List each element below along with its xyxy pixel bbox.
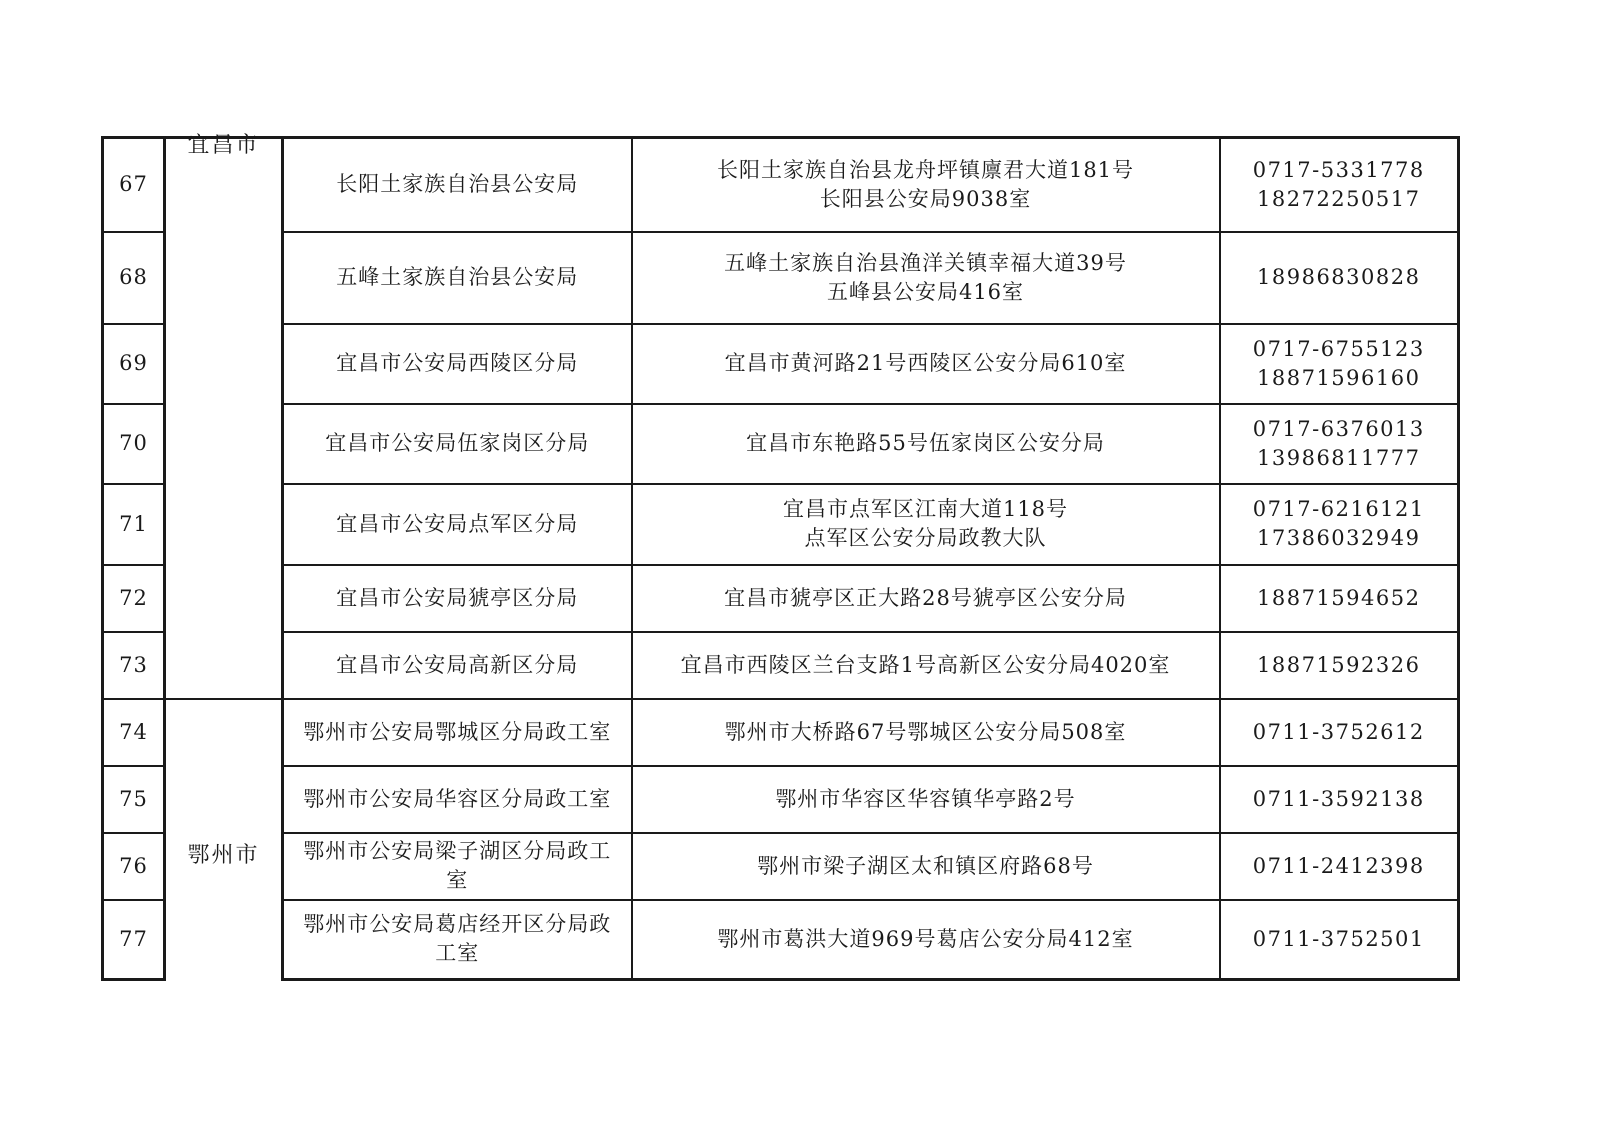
unit-name: 五峰土家族自治县公安局 bbox=[336, 265, 579, 289]
address-cell bbox=[632, 900, 1220, 980]
address-line: 宜昌市点军区江南大道118号 bbox=[782, 497, 1069, 521]
table-row bbox=[103, 900, 1459, 980]
address-line: 宜昌市黄河路21号西陵区公安分局610室 bbox=[724, 351, 1127, 375]
unit-name: 宜昌市公安局伍家岗区分局 bbox=[325, 431, 590, 455]
unit-cell bbox=[283, 565, 632, 632]
address-cell bbox=[632, 565, 1220, 632]
unit-cell bbox=[283, 699, 632, 766]
phone-cell bbox=[1220, 766, 1459, 833]
table-row bbox=[103, 766, 1459, 833]
table-row bbox=[103, 324, 1459, 404]
table-row bbox=[103, 632, 1459, 699]
address-line: 五峰县公安局416室 bbox=[826, 279, 1025, 304]
phone-number: 13986811777 bbox=[1257, 445, 1421, 470]
table-row bbox=[103, 232, 1459, 324]
address-line: 鄂州市葛洪大道969号葛店公安分局412室 bbox=[717, 926, 1134, 951]
phone-cell bbox=[1220, 632, 1459, 699]
phone-cell bbox=[1220, 833, 1459, 900]
address-cell bbox=[632, 324, 1220, 404]
phone-number: 0717-6216121 bbox=[1252, 497, 1425, 521]
unit-name: 宜昌市公安局点军区分局 bbox=[336, 511, 579, 536]
unit-name: 鄂州市公安局鄂城区分局政工室 bbox=[303, 719, 612, 744]
row-number-cell: 74 bbox=[103, 699, 165, 766]
address-cell bbox=[632, 138, 1220, 232]
phone-number: 0717-6376013 bbox=[1252, 416, 1425, 441]
unit-cell bbox=[283, 404, 632, 484]
phone-number: 17386032949 bbox=[1257, 526, 1421, 550]
address-line: 鄂州市华容区华容镇华亭路2号 bbox=[775, 786, 1076, 811]
phone-cell bbox=[1220, 138, 1459, 232]
address-line: 长阳土家族自治县龙舟坪镇廪君大道181号 bbox=[716, 157, 1135, 182]
contact-table bbox=[101, 133, 1460, 981]
city-cell-ezhou bbox=[165, 699, 283, 980]
phone-cell bbox=[1220, 404, 1459, 484]
row-number-cell: 75 bbox=[103, 766, 165, 833]
address-cell bbox=[632, 404, 1220, 484]
address-line: 鄂州市梁子湖区太和镇区府路68号 bbox=[757, 853, 1094, 878]
unit-cell bbox=[283, 324, 632, 404]
address-line: 宜昌市东艳路55号伍家岗区公安分局 bbox=[746, 431, 1105, 455]
city-name: 宜昌市 bbox=[187, 133, 260, 158]
address-line: 点军区公安分局政教大队 bbox=[804, 526, 1047, 550]
row-number-cell: 72 bbox=[103, 565, 165, 632]
unit-name: 鄂州市公安局葛店经开区分局政 bbox=[303, 912, 612, 937]
unit-name: 宜昌市公安局猇亭区分局 bbox=[336, 585, 579, 610]
address-cell bbox=[632, 833, 1220, 900]
unit-name: 宜昌市公安局高新区分局 bbox=[336, 652, 579, 677]
unit-cell bbox=[283, 833, 632, 900]
unit-name: 鄂州市公安局梁子湖区分局政工 bbox=[303, 839, 612, 863]
row-number-cell: 68 bbox=[103, 232, 165, 324]
table-row bbox=[103, 833, 1459, 900]
address-line: 宜昌市猇亭区正大路28号猇亭区公安分局 bbox=[724, 585, 1127, 610]
phone-number: 0711-3752501 bbox=[1252, 926, 1425, 951]
phone-cell bbox=[1220, 232, 1459, 324]
phone-number: 0717-6755123 bbox=[1252, 336, 1425, 361]
table-row bbox=[103, 565, 1459, 632]
unit-name: 宜昌市公安局西陵区分局 bbox=[336, 351, 579, 375]
phone-number: 18871592326 bbox=[1257, 652, 1421, 677]
address-cell bbox=[632, 766, 1220, 833]
address-line: 五峰土家族自治县渔洋关镇幸福大道39号 bbox=[724, 250, 1127, 275]
phone-number: 0711-3592138 bbox=[1252, 786, 1425, 811]
address-cell bbox=[632, 232, 1220, 324]
address-cell bbox=[632, 632, 1220, 699]
unit-name: 鄂州市公安局华容区分局政工室 bbox=[303, 786, 612, 811]
unit-name: 工室 bbox=[435, 941, 480, 966]
phone-number: 18272250517 bbox=[1257, 186, 1421, 211]
unit-cell bbox=[283, 766, 632, 833]
phone-number: 0711-2412398 bbox=[1252, 853, 1425, 878]
unit-cell bbox=[283, 632, 632, 699]
unit-cell bbox=[283, 138, 632, 232]
phone-cell bbox=[1220, 699, 1459, 766]
unit-name: 长阳土家族自治县公安局 bbox=[336, 172, 579, 197]
phone-cell bbox=[1220, 900, 1459, 980]
row-number-cell: 67 bbox=[103, 138, 165, 232]
phone-number: 18871596160 bbox=[1257, 365, 1421, 390]
unit-cell bbox=[283, 232, 632, 324]
address-cell bbox=[632, 484, 1220, 565]
table-row bbox=[103, 699, 1459, 766]
table-row bbox=[103, 404, 1459, 484]
phone-number: 18986830828 bbox=[1257, 265, 1421, 289]
phone-number: 18871594652 bbox=[1257, 585, 1421, 610]
address-line: 长阳县公安局9038室 bbox=[819, 186, 1032, 211]
unit-cell bbox=[283, 900, 632, 980]
phone-cell bbox=[1220, 324, 1459, 404]
address-cell bbox=[632, 699, 1220, 766]
table-row bbox=[103, 138, 1459, 232]
city-cell-yichang bbox=[165, 133, 283, 699]
row-number-cell: 76 bbox=[103, 833, 165, 900]
address-line: 鄂州市大桥路67号鄂城区公安分局508室 bbox=[724, 719, 1127, 744]
row-number-cell: 77 bbox=[103, 900, 165, 980]
phone-cell bbox=[1220, 565, 1459, 632]
row-number-cell: 70 bbox=[103, 404, 165, 484]
phone-number: 0711-3752612 bbox=[1252, 719, 1425, 744]
phone-number: 0717-5331778 bbox=[1252, 157, 1425, 182]
row-number-cell: 73 bbox=[103, 632, 165, 699]
city-name: 鄂州市 bbox=[187, 843, 260, 868]
row-number-cell: 69 bbox=[103, 324, 165, 404]
address-line: 宜昌市西陵区兰台支路1号高新区公安分局4020室 bbox=[680, 652, 1171, 677]
unit-name: 室 bbox=[446, 868, 469, 892]
table-row bbox=[103, 484, 1459, 565]
phone-cell bbox=[1220, 484, 1459, 565]
row-number-cell: 71 bbox=[103, 484, 165, 565]
unit-cell bbox=[283, 484, 632, 565]
